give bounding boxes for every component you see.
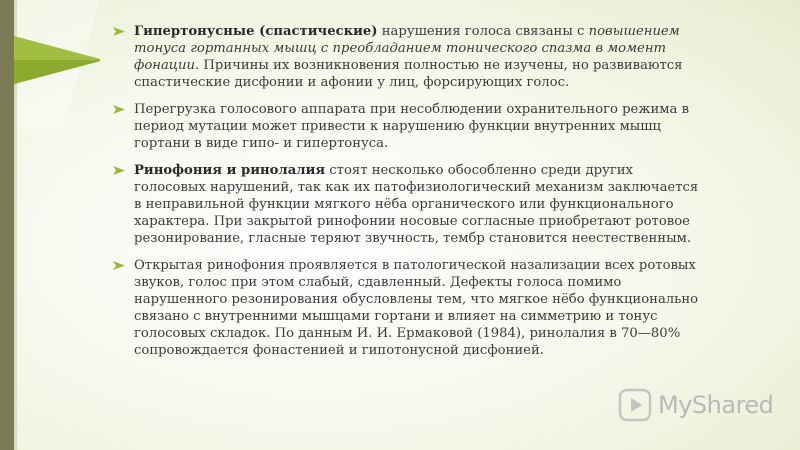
bullet-paragraph-1 [113,23,703,91]
arrow-bullet-icon [113,105,125,114]
term-rhinophonia: Ринофония и ринолалия [134,163,326,178]
bullet-paragraph-3 [113,162,703,247]
paragraph-text: нарушения голоса связаны с [377,24,589,39]
slide-content [113,23,703,369]
corner-arrow-decoration [0,0,100,130]
paragraph-text: Открытая ринофония проявляется в патологической назализации всех ротовых звуков, голос при этом слабый, сдавленный. Дефекты голоса помимо нарушенного резонирования обусловлены тем, что мягкое нёбо функционально связано с внутренними мышцами гортани и влияет на симметрию и тонус голосовых складок. По данным И. И. Ермаковой (1984), ринолалия в 70—80% сопровождается фонастенией и гипотонусной дисфонией. [134,258,699,358]
paragraph-text: Перегрузка голосового аппарата при несоблюдении охранительного режима в период мутации может привести к нарушению функции внутренних мышц гортани в виде гипо- и гипертонуса. [134,102,690,151]
myshared-logo-icon [618,388,652,422]
arrow-bullet-icon [113,27,125,36]
arrow-bullet-icon [113,166,125,175]
emphasis-text: повышением тонуса гортанных мышц с преобладанием тонического спазма в момент фонации. [134,24,680,73]
bullet-paragraph-2 [113,101,703,152]
paragraph-text: стоят несколько обособленно среди других голосовых нарушений, так как их патофизиологический механизм заключается в неправильной функции мягкого нёба органического или функционального характера. При закрытой ринофонии носовые согласные приобретают ротовое резонирование, гласные теряют звучность, тембр становится неестественным. [134,163,699,246]
watermark-text: MyShared [658,391,774,419]
bullet-paragraph-4 [113,257,703,359]
arrow-bullet-icon [113,261,125,270]
watermark-logo [618,388,773,422]
term-hypertonic: Гипертонусные (спастические) [134,24,378,39]
paragraph-text: Причины их возникновения полностью не изучены, но развиваются спастические дисфонии и афонии у лиц, форсирующих голос. [134,58,683,90]
